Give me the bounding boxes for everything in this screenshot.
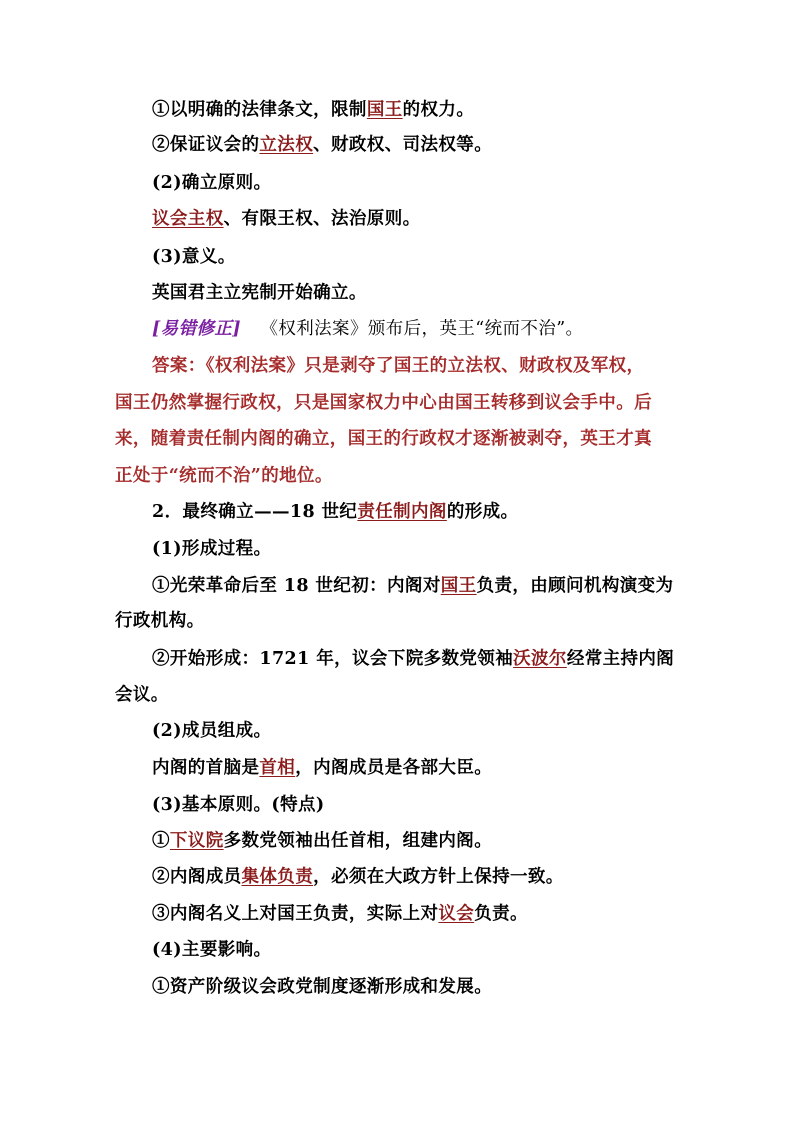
subheading: (2)确立原则。	[152, 173, 272, 193]
text-line: 行政机构。	[115, 611, 205, 631]
subheading: (3)基本原则。(特点)	[152, 795, 325, 815]
text-line: ②开始形成：1721 年，议会下院多数党领袖沃波尔经常主持内阁	[152, 649, 675, 669]
error-correction	[152, 317, 583, 341]
subheading: (1)形成过程。	[152, 539, 272, 559]
text-line: 内阁的首脑是首相，内阁成员是各部大臣。	[152, 758, 493, 778]
text-line: 英国君主立宪制开始确立。	[152, 283, 367, 303]
subheading: (2)成员组成。	[152, 721, 272, 741]
subheading: (3)意义。	[152, 247, 236, 267]
blank-answer: 责任制内阁	[357, 502, 447, 522]
text-line: ②保证议会的立法权、财政权、司法权等。	[152, 135, 493, 155]
text-line: ①光荣革命后至 18 世纪初：内阁对国王负责，由顾问机构演变为	[152, 576, 674, 596]
answer-line: 正处于“统而不治”的地位。	[115, 466, 333, 486]
blank-answer: 国王	[366, 100, 403, 120]
blank-answer: 立法权	[259, 135, 314, 155]
blank-answer: 国王	[440, 576, 477, 596]
error-correction-statement: 《权利法案》颁布后，英王“统而不治”。	[260, 319, 584, 339]
blank-answer: 沃波尔	[513, 649, 567, 669]
text-line: ①以明确的法律条文，限制国王的权力。	[152, 100, 475, 120]
blank-answer: 议会主权	[152, 209, 224, 229]
blank-answer: 下议院	[169, 831, 224, 851]
text-line: ③内阁名义上对国王负责，实际上对议会负责。	[152, 904, 528, 924]
text-line: ①下议院多数党领袖出任首相，组建内阁。	[152, 831, 493, 851]
text-line: 议会主权、有限王权、法治原则。	[152, 209, 421, 229]
section-heading: 2．最终确立——18 世纪责任制内阁的形成。	[152, 502, 519, 522]
blank-answer: 集体负责	[241, 867, 314, 887]
answer-line: 来，随着责任制内阁的确立，国王的行政权才逐渐被剥夺，英王才真	[115, 429, 652, 449]
answer-line: 答案：《权利法案》只是剥夺了国王的立法权、财政权及军权，	[152, 356, 645, 376]
blank-answer: 首相	[259, 758, 296, 778]
text-line: ①资产阶级议会政党制度逐渐形成和发展。	[152, 977, 493, 997]
error-correction-tag: [易错修正]	[152, 319, 241, 339]
answer-label: 答案：	[152, 356, 206, 376]
text-line: ②内阁成员集体负责，必须在大政方针上保持一致。	[152, 867, 564, 887]
subheading: (4)主要影响。	[152, 940, 272, 960]
blank-answer: 议会	[438, 904, 475, 924]
text-line: 会议。	[115, 685, 169, 705]
answer-line: 国王仍然掌握行政权，只是国家权力中心由国王转移到议会手中。后	[115, 393, 652, 413]
